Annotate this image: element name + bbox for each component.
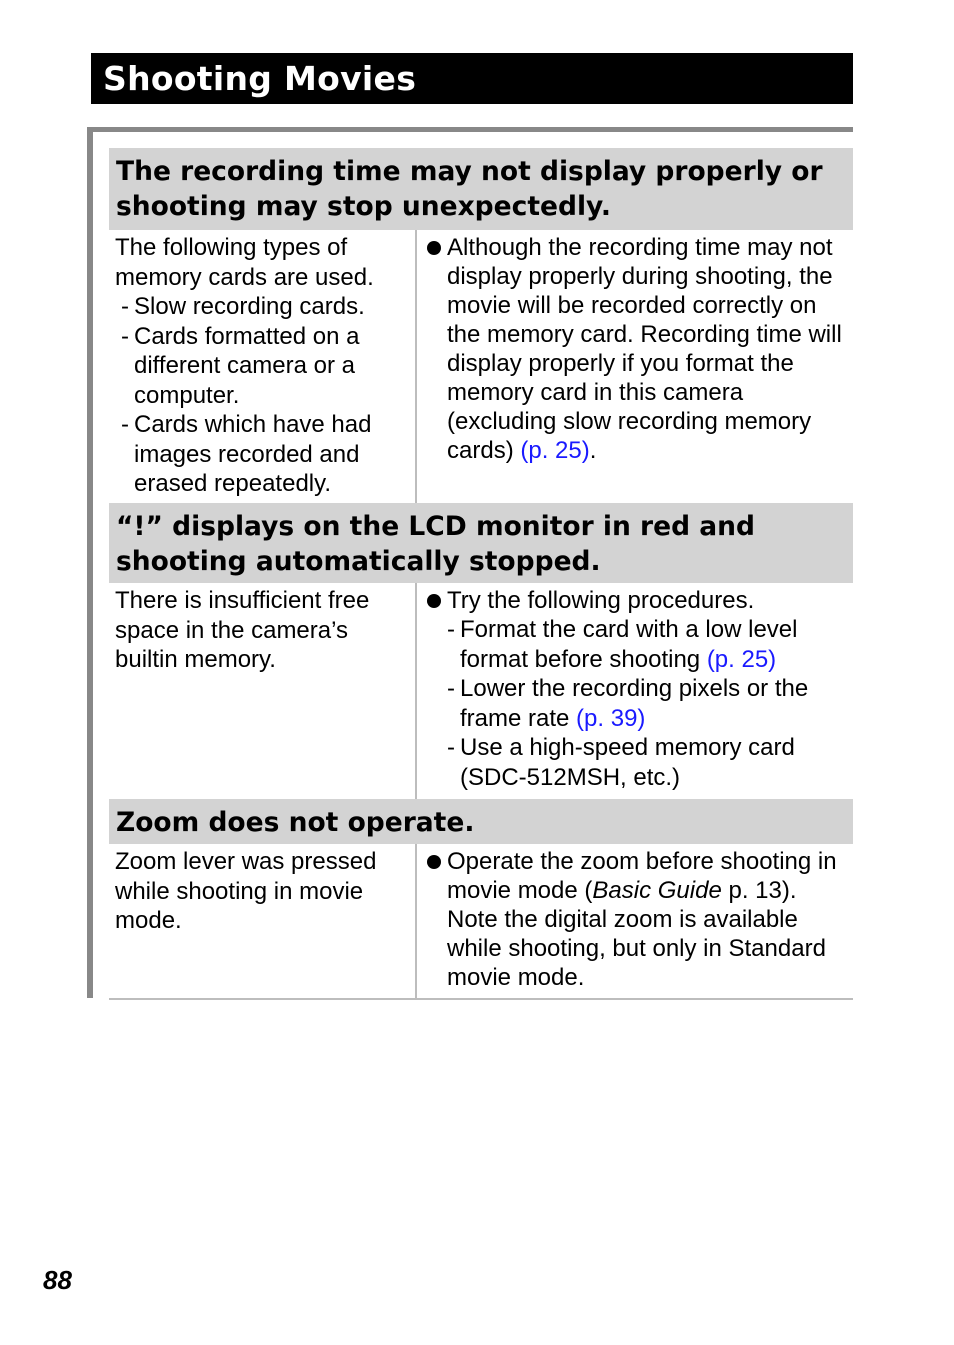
remedy-end: . <box>589 437 597 464</box>
table-row <box>109 583 853 801</box>
cause-cell <box>109 844 417 998</box>
bullet-dot-icon <box>427 594 441 608</box>
remedy-bullet <box>425 847 845 992</box>
procedure-text: Lower the recording pixels or the frame rate <box>460 675 809 732</box>
cause-list <box>115 292 409 499</box>
section-heading: “!” displays on the LCD monitor in red and shooting automatically stopped. <box>109 503 853 583</box>
list-item: - Cards which have had images recorded and erased repeatedly. <box>115 410 409 499</box>
remedy-text-post: p. 13). Note the digital zoom is available while shooting, but only in Standard movie mode. <box>447 877 826 991</box>
cause-cell <box>109 230 417 503</box>
page-reference-link[interactable]: (p. 25) <box>706 645 777 673</box>
guide-title: Basic Guide <box>592 877 722 904</box>
table-row <box>109 230 853 505</box>
cause-text: There is insufficient free space in the camera’s builtin memory. <box>115 587 370 673</box>
list-item: - Slow recording cards. <box>115 292 409 322</box>
remedy-text-pre: Operate the zoom before shooting in movie mode ( <box>447 848 837 904</box>
troubleshoot-section-lcd-red <box>109 503 853 801</box>
page-reference-link[interactable]: (p. 25) <box>520 437 590 464</box>
bullet-dot-icon <box>427 855 441 869</box>
troubleshoot-section-zoom <box>109 799 853 1000</box>
procedure-text: Format the card with a low level format before shooting <box>460 616 798 673</box>
page-title-bar <box>91 53 853 104</box>
table-row <box>109 844 853 1000</box>
procedure-text: Use a high-speed memory card (SDC-512MSH, etc.) <box>460 734 795 791</box>
remedy-cell <box>417 844 853 998</box>
list-item <box>425 733 845 792</box>
page-title: Shooting Movies <box>103 59 417 98</box>
list-item: - Cards formatted on a different camera or a computer. <box>115 322 409 411</box>
cause-intro: The following types of memory cards are used. <box>115 234 374 291</box>
remedy-text: Try the following procedures. <box>447 587 755 614</box>
remedy-bullet <box>425 586 845 615</box>
troubleshoot-section-recording-time <box>109 148 853 505</box>
remedy-text: Although the recording time may not display properly during shooting, the movie will be recorded correctly on the memory card. Recording time will display properly if you format the memory card in this camera (excluding slow recording memory cards) <box>447 234 842 464</box>
cause-cell <box>109 583 417 799</box>
remedy-cell <box>417 583 853 799</box>
list-item <box>425 615 845 674</box>
section-heading: The recording time may not display properly or shooting may stop unexpectedly. <box>109 148 853 230</box>
bullet-dot-icon <box>427 241 441 255</box>
cause-text: Zoom lever was pressed while shooting in movie mode. <box>115 848 377 934</box>
top-rule <box>87 127 853 132</box>
remedy-cell <box>417 230 853 503</box>
procedure-list <box>425 615 845 792</box>
section-heading: Zoom does not operate. <box>109 799 853 844</box>
page-number: 88 <box>43 1265 72 1295</box>
left-rule <box>87 127 93 998</box>
remedy-bullet <box>425 233 845 465</box>
list-item <box>425 674 845 733</box>
page-reference-link[interactable]: (p. 39) <box>576 704 646 732</box>
